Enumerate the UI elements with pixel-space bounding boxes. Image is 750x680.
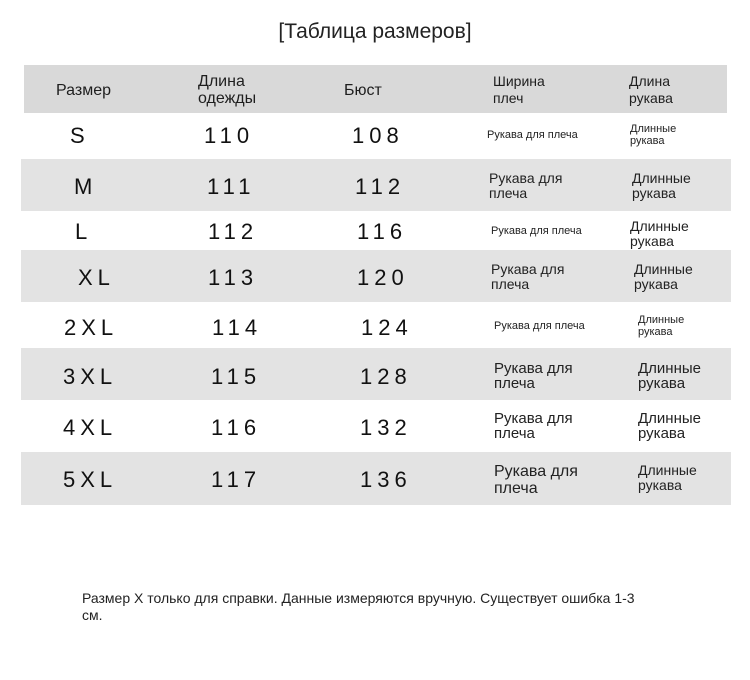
page-title: [Таблица размеров] (278, 20, 472, 43)
bust-cell: 120 (357, 265, 409, 290)
shoulder-cell: Рукава для плеча (494, 463, 578, 497)
table-row (21, 250, 731, 302)
footnote: Размер X только для справки. Данные измеряются вручную. Существует ошибка 1-3 см. (82, 590, 635, 623)
length-cell: 117 (211, 467, 262, 492)
table-row (21, 452, 731, 505)
sleeve-cell: Длинные рукава (632, 170, 691, 201)
size-cell: 3XL (63, 364, 118, 389)
bust-cell: 136 (360, 467, 412, 492)
sleeve-cell: Длинные рукава (638, 410, 701, 442)
table-row (24, 213, 727, 249)
bust-cell: 108 (352, 123, 404, 148)
table-row (24, 401, 727, 451)
shoulder-cell: Рукава для плеча (491, 261, 565, 292)
length-cell: 111 (207, 174, 256, 199)
shoulder-cell: Рукава для плеча (487, 129, 578, 141)
table-row (24, 113, 727, 157)
sleeve-cell: Длинные рукава (638, 314, 685, 338)
length-cell: 112 (208, 219, 259, 244)
sleeve-cell: Длинные рукава (634, 261, 693, 292)
size-cell: S (70, 123, 90, 148)
sleeve-cell: Длинные рукава (638, 360, 701, 392)
bust-cell: 116 (357, 219, 408, 244)
size-cell: M (74, 174, 98, 199)
bust-cell: 112 (355, 174, 406, 199)
bust-cell: 132 (360, 415, 412, 440)
length-cell: 113 (208, 265, 259, 290)
header-length: Длина одежды (198, 73, 257, 107)
header-sleeve: Длина рукава (629, 73, 673, 106)
length-cell: 110 (204, 123, 255, 148)
table-header (24, 65, 727, 113)
length-cell: 114 (212, 315, 263, 340)
sleeve-cell: Длинные рукава (630, 123, 677, 147)
table-row (24, 303, 727, 347)
shoulder-cell: Рукава для плеча (491, 225, 582, 237)
length-cell: 116 (211, 415, 262, 440)
sleeve-cell: Длинные рукава (638, 462, 697, 493)
header-size: Размер (56, 82, 111, 99)
sleeve-cell: Длинные рукава (630, 218, 689, 249)
size-cell: L (75, 219, 93, 244)
shoulder-cell: Рукава для плеча (494, 410, 573, 442)
header-bust: Бюст (344, 82, 382, 99)
table-row (21, 348, 731, 400)
size-cell: 5XL (63, 467, 118, 492)
header-shoulder: Ширина плеч (493, 73, 545, 106)
size-cell: 2XL (64, 315, 119, 340)
size-cell: 4XL (63, 415, 118, 440)
size-cell: XL (78, 265, 115, 290)
shoulder-cell: Рукава для плеча (494, 320, 585, 332)
bust-cell: 128 (360, 364, 412, 389)
length-cell: 115 (211, 364, 262, 389)
bust-cell: 124 (361, 315, 413, 340)
shoulder-cell: Рукава для плеча (494, 360, 573, 392)
shoulder-cell: Рукава для плеча (489, 170, 563, 201)
table-row (21, 159, 731, 211)
